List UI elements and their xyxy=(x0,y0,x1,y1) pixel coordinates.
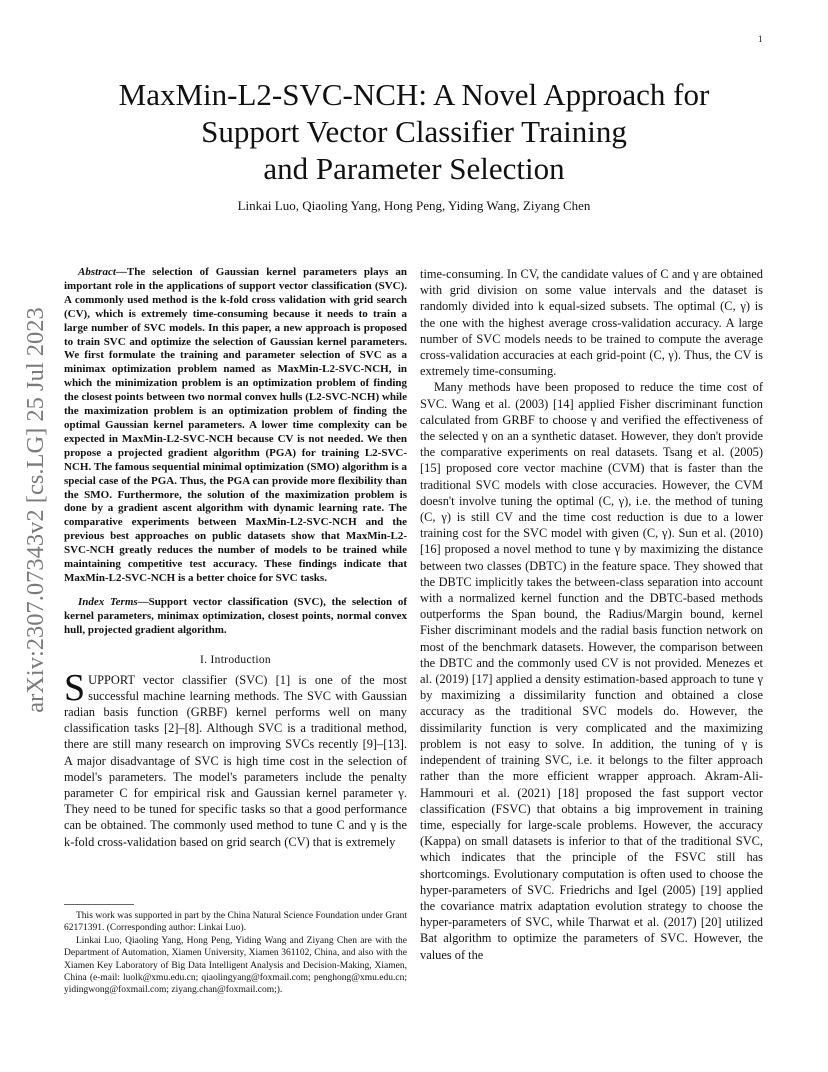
section-heading-introduction: I. Introduction xyxy=(200,653,271,666)
title-line-2: Support Vector Classifier Training xyxy=(201,114,627,149)
drop-cap: S xyxy=(64,666,86,709)
author-list: Linkai Luo, Qiaoling Yang, Hong Peng, Yiding Wang, Ziyang Chen xyxy=(237,198,591,213)
paper-title xyxy=(60,76,768,187)
right-column xyxy=(420,266,763,963)
intro-paragraph-2: Many methods have been proposed to reduce the time cost of SVC. Wang et al. (2003) [14] applied Fisher discriminant function calculated from GRBF to choose γ and verified the effectiveness of the selected γ on an a synthetic dataset. However, they don't provide the comparative experiments on real datasets. Tsang et al. (2005) [15] proposed core vector machine (CVM) that is faster than the traditional SVC models with close accuracies. However, the CVM doesn't involve tuning the optimal (C, γ), i.e. the method of tuning (C, γ) is still CV and the time cost reduction is due to a lower training cost for the SVC model with given (C, γ). Sun et al. (2010) [16] proposed a novel method to tune γ by maximizing the distance between two classes (DBTC) in the feature space. They showed that the DBTC implicitly takes the between-class separation into account with a normalized kernel function and the DBTC-based methods outperforms the Span bound, the Radius/Margin bound, kernel Fisher discriminant models and the radial basis function network on most of the benchmark datasets. However, the comparison between the DBTC and the commonly used CV is not provided. Menezes et al. (2019) [17] applied a density estimation-based approach to tune γ by maximizing a dissimilarity function and obtained a close accuracy as the traditional SVC models do. However, the dissimilarity function is very complicated and the maximizing problem is not easy to solve. In addition, the tuning of γ is independent of training SVC, i.e. it belongs to the filter approach rather than the more efficient wrapper approach. Akram-Ali-Hammouri et al. (2021) [18] proposed the fast support vector classification (FSVC) that obtains a big improvement in training time, especially for large-scale problems. However, the accuracy (Kappa) on small datasets is inferior to that of the traditional SVC, which indicates that the principle of the FSVC still has shortcomings. Evolutionary computation is often used to choose the hyper-parameters of SVC. Friedrichs and Igel (2005) [19] applied the covariance matrix adaptation evolution strategy to choose the hyper-parameters of SVC, while Tharwat et al. (2017) [20] utilized Bat algorithm to optimize the parameters of SVC. However, the values of the xyxy=(420,380,763,962)
title-line-3: and Parameter Selection xyxy=(263,151,565,186)
footnote-funding: This work was supported in part by the China Natural Science Foundation under Grant 62171391. (Corresponding author: Linkai Luo). xyxy=(64,911,407,934)
abstract xyxy=(64,266,407,586)
left-column xyxy=(64,266,407,850)
index-terms-text: —Support vector classification (SVC), the selection of kernel parameters, minimax optimization, closest points, normal convex hull, projected gradient algorithm. xyxy=(64,595,407,636)
arxiv-id: arXiv:2307.07343v2 [cs.LG] 25 Jul 2023 xyxy=(22,307,49,713)
footnote-affiliation: Linkai Luo, Qiaoling Yang, Hong Peng, Yiding Wang and Ziyang Chen are with the Department of Automation, Xiamen University, Xiamen 361102, China, and also with the Xiamen Key Laboratory of Big Data Intelligent Analysis and Decision-Making, Xiamen, China (e-mail: luolk@xmu.edu.cn; qiaolingyang@foxmail.com; penghong@xmu.edu.cn; yidingwong@foxmail.com; ziyang.chan@foxmail.com;). xyxy=(64,935,407,996)
footnote-rule xyxy=(64,904,134,905)
intro-paragraph-1-text: UPPORT vector classifier (SVC) [1] is one of the most successful machine learning methods. The SVC with Gaussian radian basis function (GRBF) kernel performs well on many classification tasks [2]–[8]. Although SVC is a traditional method, there are still many research on improving SVCs recently [9]–[13]. A major disadvantage of SVC is high time cost in the selection of model's parameters. The model's parameters include the penalty parameter C for empirical risk and Gaussian kernel parameter γ. They need to be tuned for specific tasks so that a good performance can be obtained. The commonly used method to tune C and γ is the k-fold cross-validation based on grid search (CV) that is extremely xyxy=(64,672,407,849)
abstract-label: Abstract xyxy=(78,266,116,278)
index-terms xyxy=(64,596,407,638)
index-terms-label: Index Terms xyxy=(78,595,138,608)
title-line-1: MaxMin-L2-SVC-NCH: A Novel Approach for xyxy=(118,77,710,112)
intro-paragraph-1 xyxy=(64,666,407,850)
footnotes xyxy=(64,910,407,997)
page-number: 1 xyxy=(758,34,763,44)
abstract-text: —The selection of Gaussian kernel parameters plays an important role in the applications of support vector classification (SVC). A commonly used method is the k-fold cross validation with grid search (CV), which is extremely time-consuming because it needs to train a large number of SVC models. In this paper, a new approach is proposed to train SVC and optimize the selection of Gaussian kernel parameters. We first formulate the training and parameter selection of SVC as a minimax optimization problem named as MaxMin-L2-SVC-NCH, in which the minimization problem is an optimization problem of finding the closest points between two normal convex hulls (L2-SVC-NCH) while the maximization problem is an optimization problem of finding the optimal Gaussian kernel parameters. A lower time complexity can be expected in MaxMin-L2-SVC-NCH because CV is not needed. We then propose a projected gradient algorithm (PGA) for training L2-SVC-NCH. The famous sequential minimal optimization (SMO) algorithm is a special case of the PGA. Thus, the PGA can provide more flexibility than the SMO. Furthermore, the solution of the maximization problem is done by a gradient ascent algorithm with dynamic learning rate. The comparative experiments between MaxMin-L2-SVC-NCH and the previous best approaches on public datasets show that MaxMin-L2-SVC-NCH greatly reduces the number of models to be trained while maintaining competitive test accuracy. These findings indicate that MaxMin-L2-SVC-NCH is a better choice for SVC tasks. xyxy=(64,266,407,584)
intro-paragraph-1-continued: time-consuming. In CV, the candidate values of C and γ are obtained with grid division on some value intervals and the dataset is randomly divided into k equal-sized subsets. The optimal (C, γ) is the one with the highest average cross-validation accuracy. A large number of SVC models needs to be trained to compute the average cross-validation accuracies at each grid-point (C, γ). Thus, the CV is extremely time-consuming. xyxy=(420,267,763,379)
